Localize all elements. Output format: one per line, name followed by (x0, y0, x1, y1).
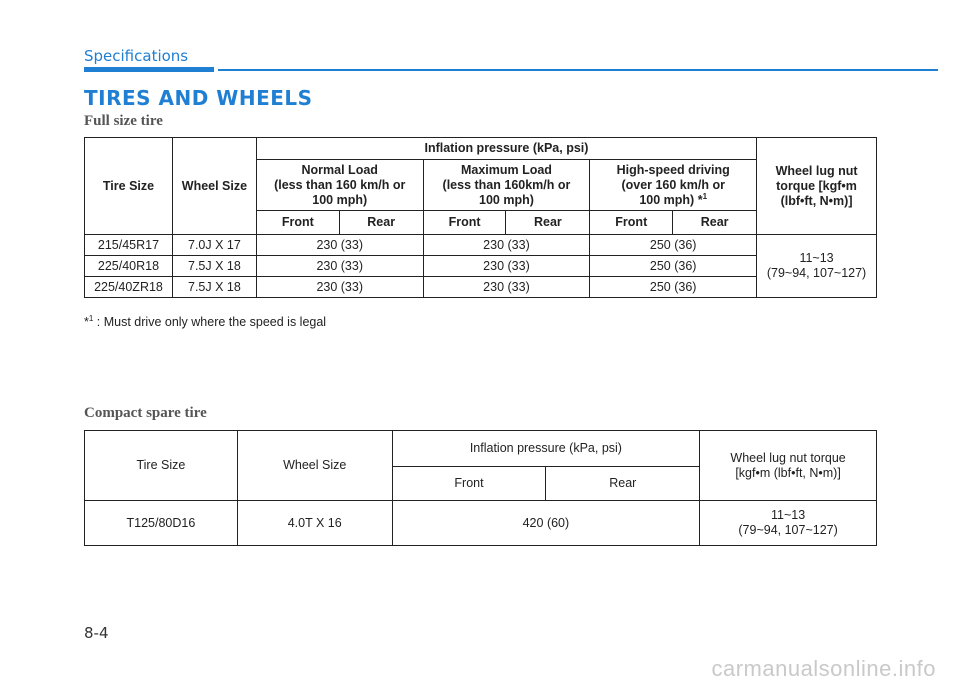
cell-high-speed: 250 (36) (590, 277, 757, 298)
header-wheel-size: Wheel Size (237, 431, 392, 501)
cell-wheel-size: 4.0T X 16 (237, 501, 392, 546)
compact-spare-tire-heading: Compact spare tire (84, 405, 207, 421)
cell-maximum-load: 230 (33) (423, 256, 590, 277)
header-max-rear: Rear (506, 211, 590, 235)
compact-spare-tire-table (84, 430, 877, 546)
header-normal-rear: Rear (339, 211, 423, 235)
section-rule-thick (84, 67, 214, 72)
header-high-rear: Rear (673, 211, 757, 235)
cell-lug-nut-torque: 11~13 (79~94, 107~127) (700, 501, 877, 546)
cell-normal-load: 230 (33) (256, 235, 423, 256)
cell-normal-load: 230 (33) (256, 277, 423, 298)
header-lug-nut-torque: Wheel lug nut torque [kgf•m (lbf•ft, N•m)] (700, 431, 877, 501)
header-inflation-pressure: Inflation pressure (kPa, psi) (256, 138, 756, 160)
cell-tire-size: 225/40ZR18 (85, 277, 173, 298)
section-label: Specifications (84, 47, 189, 65)
full-size-tire-table (84, 137, 877, 298)
footnote: *$^1$ : Must drive only where the speed is legal (84, 313, 327, 329)
watermark: carmanualsonline.info (711, 656, 936, 681)
cell-maximum-load: 230 (33) (423, 235, 590, 256)
cell-lug-nut-torque: 11~13 (79~94, 107~127) (757, 235, 877, 298)
header-max-front: Front (423, 211, 506, 235)
section-rule-thin (218, 69, 938, 71)
table-row (85, 501, 877, 546)
header-front: Front (392, 467, 546, 501)
cell-maximum-load: 230 (33) (423, 277, 590, 298)
header-normal-front: Front (256, 211, 339, 235)
cell-inflation-pressure: 420 (60) (392, 501, 700, 546)
header-normal-load: Normal Load (less than 160 km/h or 100 mph) (256, 160, 423, 211)
cell-wheel-size: 7.5J X 18 (172, 256, 256, 277)
page-number: 8-4 (84, 624, 109, 642)
page-title: TIRES AND WHEELS (84, 86, 313, 110)
full-size-tire-heading: Full size tire (84, 113, 163, 129)
header-wheel-size: Wheel Size (172, 138, 256, 235)
header-lug-nut-torque: Wheel lug nut torque [kgf•m (lbf•ft, N•m)] (757, 138, 877, 235)
cell-tire-size: 215/45R17 (85, 235, 173, 256)
cell-normal-load: 230 (33) (256, 256, 423, 277)
header-high-speed-driving: High-speed driving (over 160 km/h or 100 mph) *$^1$ (590, 160, 757, 211)
cell-wheel-size: 7.0J X 17 (172, 235, 256, 256)
cell-tire-size: 225/40R18 (85, 256, 173, 277)
cell-tire-size: T125/80D16 (85, 501, 238, 546)
header-tire-size: Tire Size (85, 431, 238, 501)
header-maximum-load: Maximum Load (less than 160km/h or 100 mph) (423, 160, 590, 211)
cell-high-speed: 250 (36) (590, 235, 757, 256)
cell-wheel-size: 7.5J X 18 (172, 277, 256, 298)
header-high-front: Front (590, 211, 673, 235)
header-tire-size: Tire Size (85, 138, 173, 235)
cell-high-speed: 250 (36) (590, 256, 757, 277)
table-row (85, 235, 877, 256)
header-rear: Rear (546, 467, 700, 501)
header-inflation-pressure: Inflation pressure (kPa, psi) (392, 431, 700, 467)
